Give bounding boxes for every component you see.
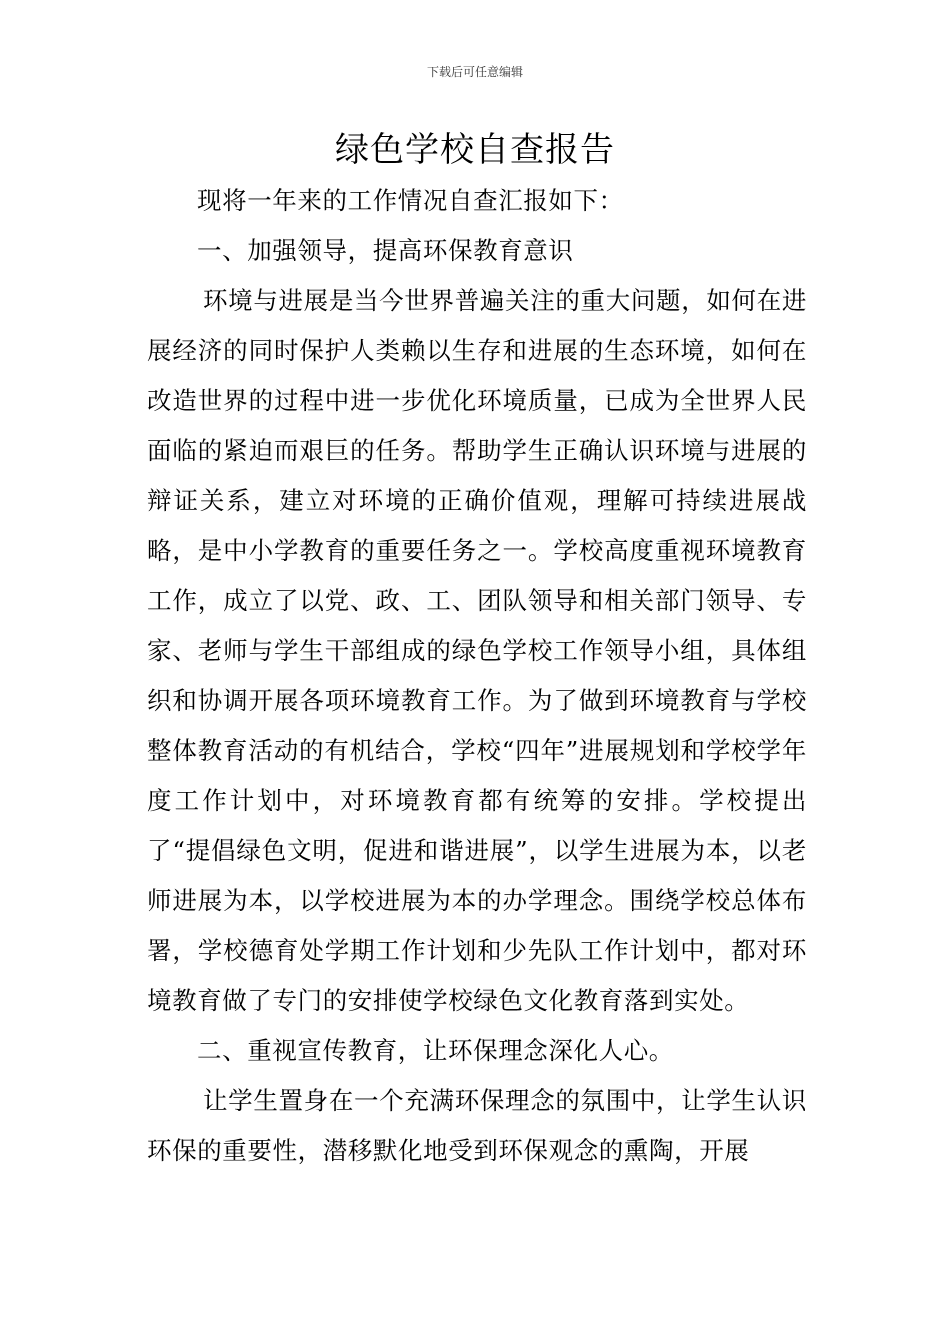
page-header-note: 下载后可任意编辑 [426,65,523,79]
section-1-paragraph: 环境与进展是当今世界普遍关注的重大问题，如何在进展经济的同时保护人类赖以生存和进展的生态环境，如何在改造世界的过程中进一步优化环境质量，已成为全世界人民面临的紧迫而艰巨的任务。帮助学生正确认识环境与进展的辩证关系，建立对环境的正确价值观，理解可持续进展战略，是中小学教育的重要任务之一。学校高度重视环境教育工作，成立了以党、政、工、团队领导和相关部门领导、专家、老师与学生干部组成的绿色学校工作领导小组，具体组织和协调开展各项环境教育工作。为了做到环境教育与学校整体教育活动的有机结合，学校“四年”进展规划和学校学年度工作计划中，对环境教育都有统筹的安排。学校提出了“提倡绿色文明，促进和谐进展”，以学生进展为本，以老师进展为本，以学校进展为本的办学理念。围绕学校总体布署，学校德育处学期工作计划和少先队工作计划中，都对环境教育做了专门的安排使学校绿色文化教育落到实处。 [147,286,807,1015]
section-1-heading: 一、加强领导，提高环保教育意识 [197,236,574,265]
document-title: 绿色学校自查报告 [335,130,615,170]
document-body [147,176,807,1176]
section-2-heading: 二、重视宣传教育，让环保理念深化人心。 [197,1036,674,1065]
intro-paragraph: 现将一年来的工作情况自查汇报如下： [197,186,624,215]
section-2-paragraph: 让学生置身在一个充满环保理念的氛围中，让学生认识环保的重要性，潜移默化地受到环保观念的熏陶，开展 [147,1086,807,1165]
